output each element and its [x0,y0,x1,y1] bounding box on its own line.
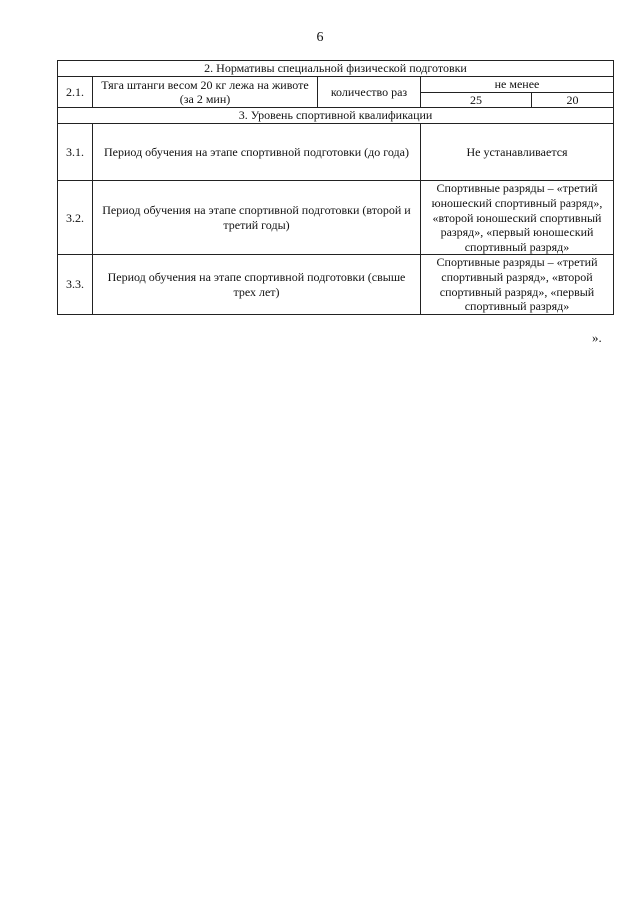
row-2-1-number: 2.1. [58,77,93,108]
row-2-1-unit: количество раз [318,77,421,108]
row-3-2-number: 3.2. [58,181,93,255]
section-2-row [58,61,614,77]
row-2-1 [58,77,614,93]
row-2-1-value-a: 25 [421,92,532,108]
row-3-2 [58,181,614,255]
row-3-3-name: Период обучения на этапе спортивной подготовки (свыше трех лет) [93,255,421,315]
row-3-1 [58,124,614,181]
row-3-2-value: Спортивные разряды – «третий юношеский спортивный разряд», «второй юношеский спортивный разряд», «первый юношеский спортивный разряд» [421,181,614,255]
row-2-1-header: не менее [421,77,614,93]
closing-quote: ». [592,330,602,345]
section-2-title: 2. Нормативы специальной физической подготовки [58,61,614,77]
row-2-1-value-b: 20 [532,92,614,108]
row-2-1-name: Тяга штанги весом 20 кг лежа на животе (за 2 мин) [93,77,318,108]
section-3-title: 3. Уровень спортивной квалификации [58,108,614,124]
row-3-1-value: Не устанавливается [421,124,614,181]
row-3-1-number: 3.1. [58,124,93,181]
section-3-row [58,108,614,124]
norms-table [57,60,614,315]
row-3-1-name: Период обучения на этапе спортивной подготовки (до года) [93,124,421,181]
row-3-3-value: Спортивные разряды – «третий спортивный разряд», «второй спортивный разряд», «первый спортивный разряд» [421,255,614,315]
row-3-3-number: 3.3. [58,255,93,315]
page-number: 6 [316,30,324,45]
row-3-2-name: Период обучения на этапе спортивной подготовки (второй и третий годы) [93,181,421,255]
row-3-3 [58,255,614,315]
